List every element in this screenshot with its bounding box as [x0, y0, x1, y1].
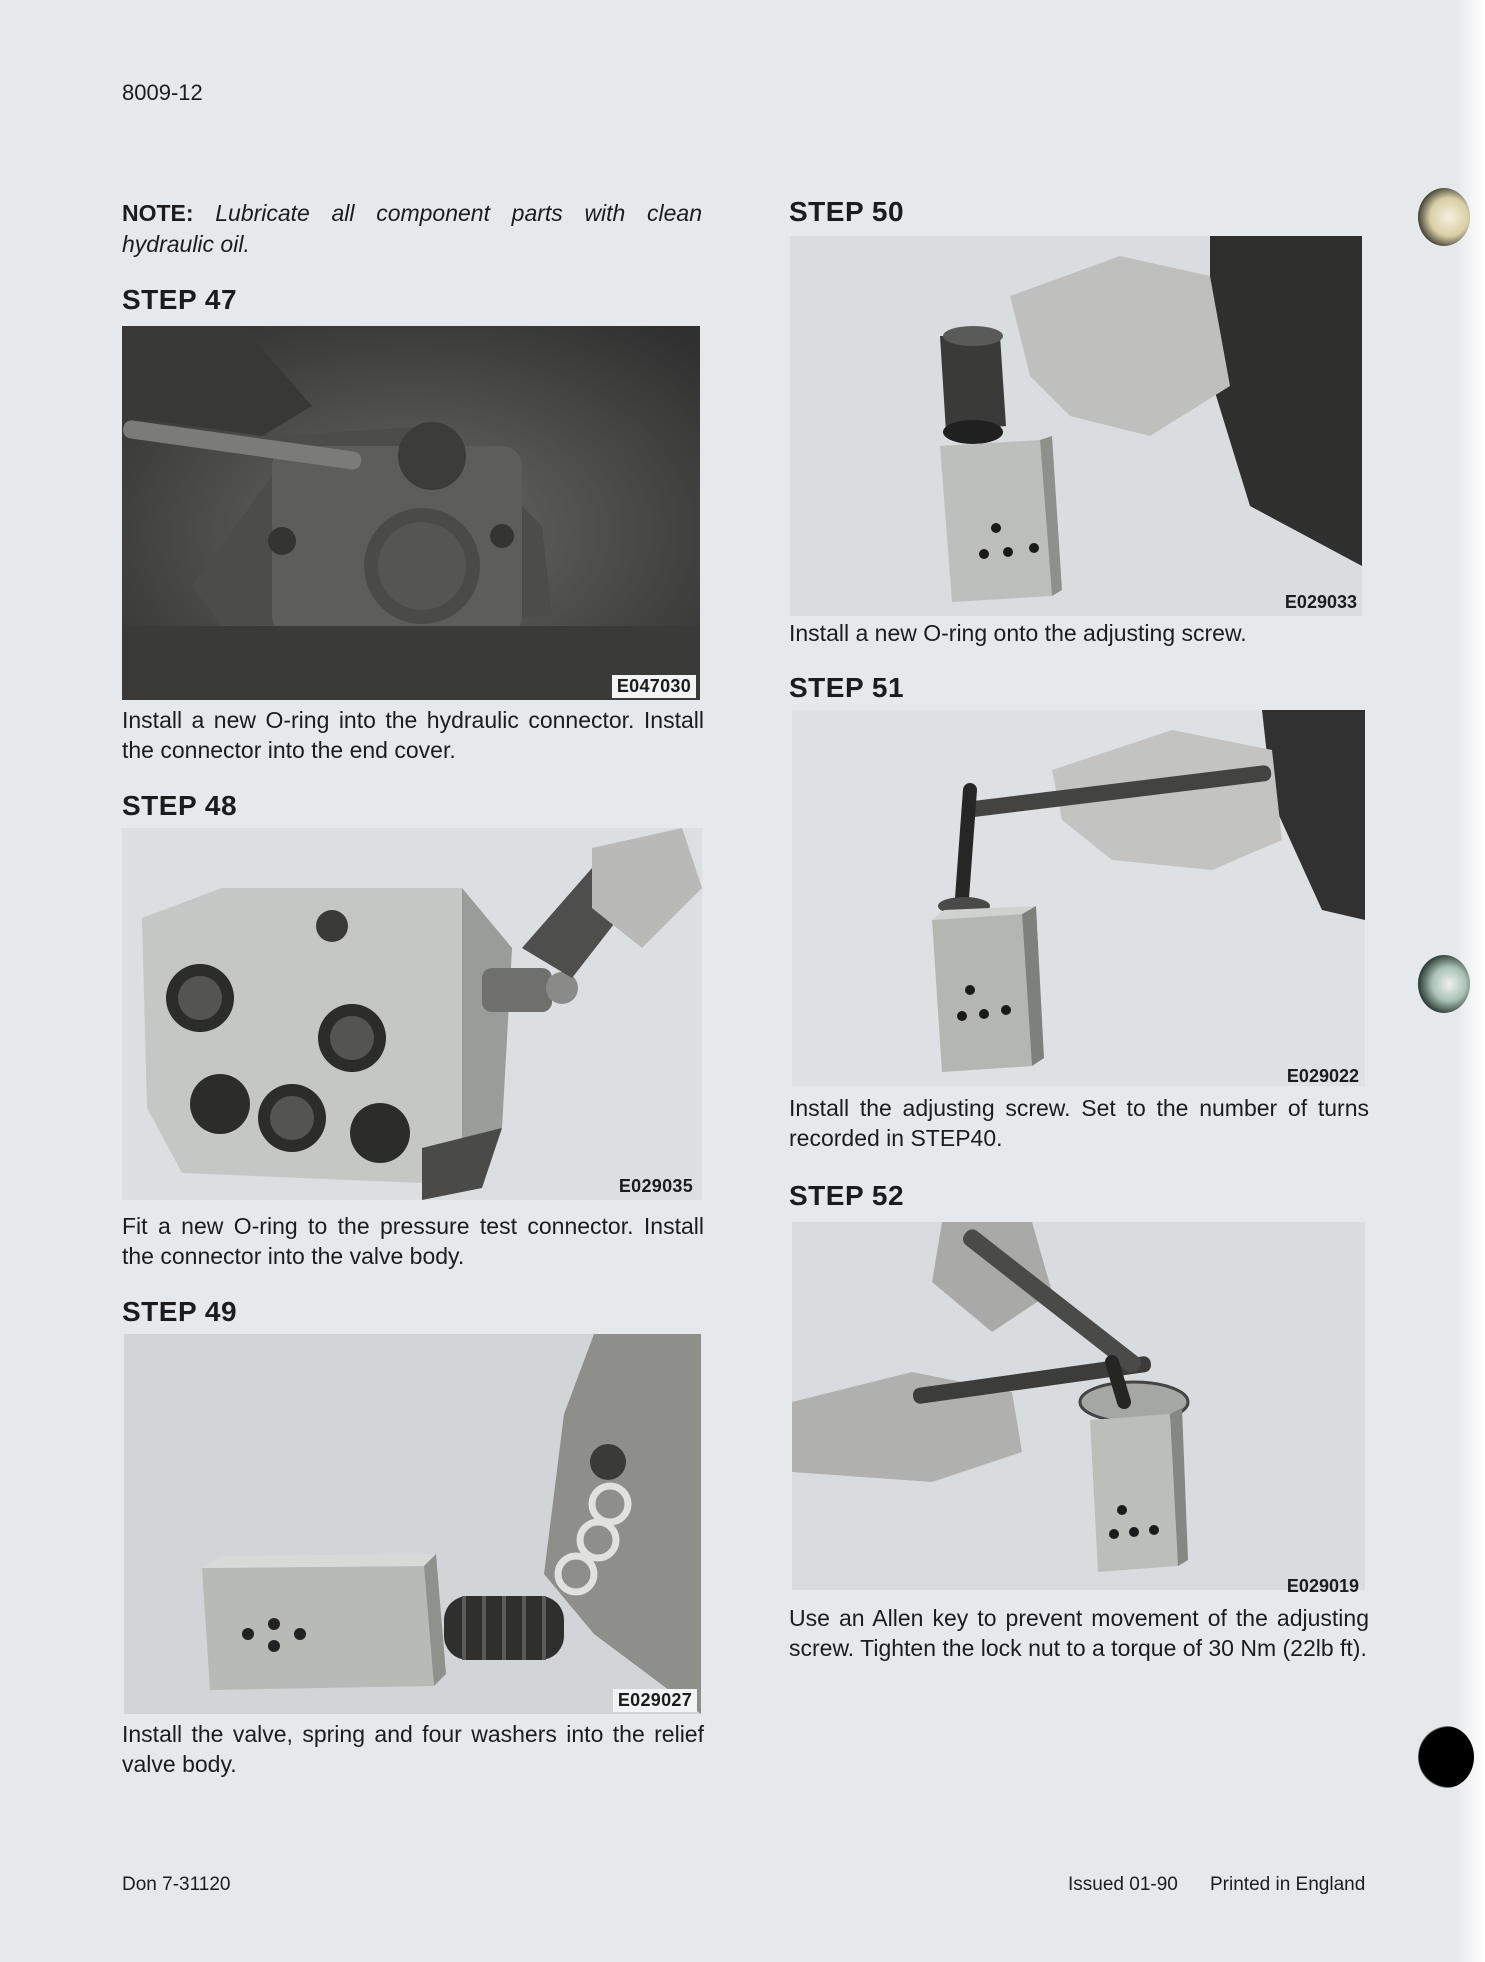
step-52-photo [792, 1222, 1365, 1590]
note-text: Lubricate all component parts with clean hydraulic oil. [122, 200, 702, 257]
step-48-photo [122, 828, 702, 1200]
step-52-figure-code: E029019 [1286, 1576, 1359, 1596]
step-50-photo [790, 236, 1362, 616]
step-47-photo [122, 326, 700, 700]
footer-document-code: Don 7-31120 [122, 1874, 231, 1895]
step-49-caption: Install the valve, spring and four washers into the relief valve body. [122, 1721, 704, 1777]
step-51-caption: Install the adjusting screw. Set to the number of turns recorded in STEP40. [789, 1095, 1369, 1151]
page-number: 8009-12 [122, 80, 203, 105]
step-49-figure-code: E029027 [613, 1689, 697, 1712]
step-47-figure-code: E047030 [612, 675, 696, 698]
step-48-heading: STEP 48 [122, 790, 238, 821]
step-48-figure-code: E029035 [618, 1176, 693, 1196]
step-52-caption: Use an Allen key to prevent movement of the adjusting screw. Tighten the lock nut to a torque of 30 Nm (22lb ft). [789, 1605, 1369, 1661]
note-label: NOTE: [122, 200, 194, 226]
step-50-caption: Install a new O-ring onto the adjusting screw. [789, 620, 1247, 646]
step-52-heading: STEP 52 [789, 1180, 905, 1211]
step-50-heading: STEP 50 [789, 196, 905, 227]
step-49-heading: STEP 49 [122, 1296, 238, 1327]
footer-printed: Printed in England [1210, 1874, 1366, 1895]
step-48-caption: Fit a new O-ring to the pressure test connector. Install the connector into the valve body. [122, 1213, 704, 1269]
step-50-figure-code: E029033 [1284, 592, 1357, 612]
step-51-photo [792, 710, 1365, 1086]
note [122, 198, 702, 260]
step-47-caption: Install a new O-ring into the hydraulic connector. Install the connector into the end cover. [122, 707, 704, 763]
step-47-heading: STEP 47 [122, 284, 238, 315]
punch-hole-middle [1418, 955, 1470, 1013]
footer-issued: Issued 01-90 [1068, 1874, 1178, 1895]
punch-hole-top [1418, 188, 1470, 246]
step-51-heading: STEP 51 [789, 672, 905, 703]
punch-hole-bottom [1418, 1726, 1474, 1788]
step-51-figure-code: E029022 [1286, 1066, 1359, 1086]
step-49-photo [124, 1334, 701, 1714]
